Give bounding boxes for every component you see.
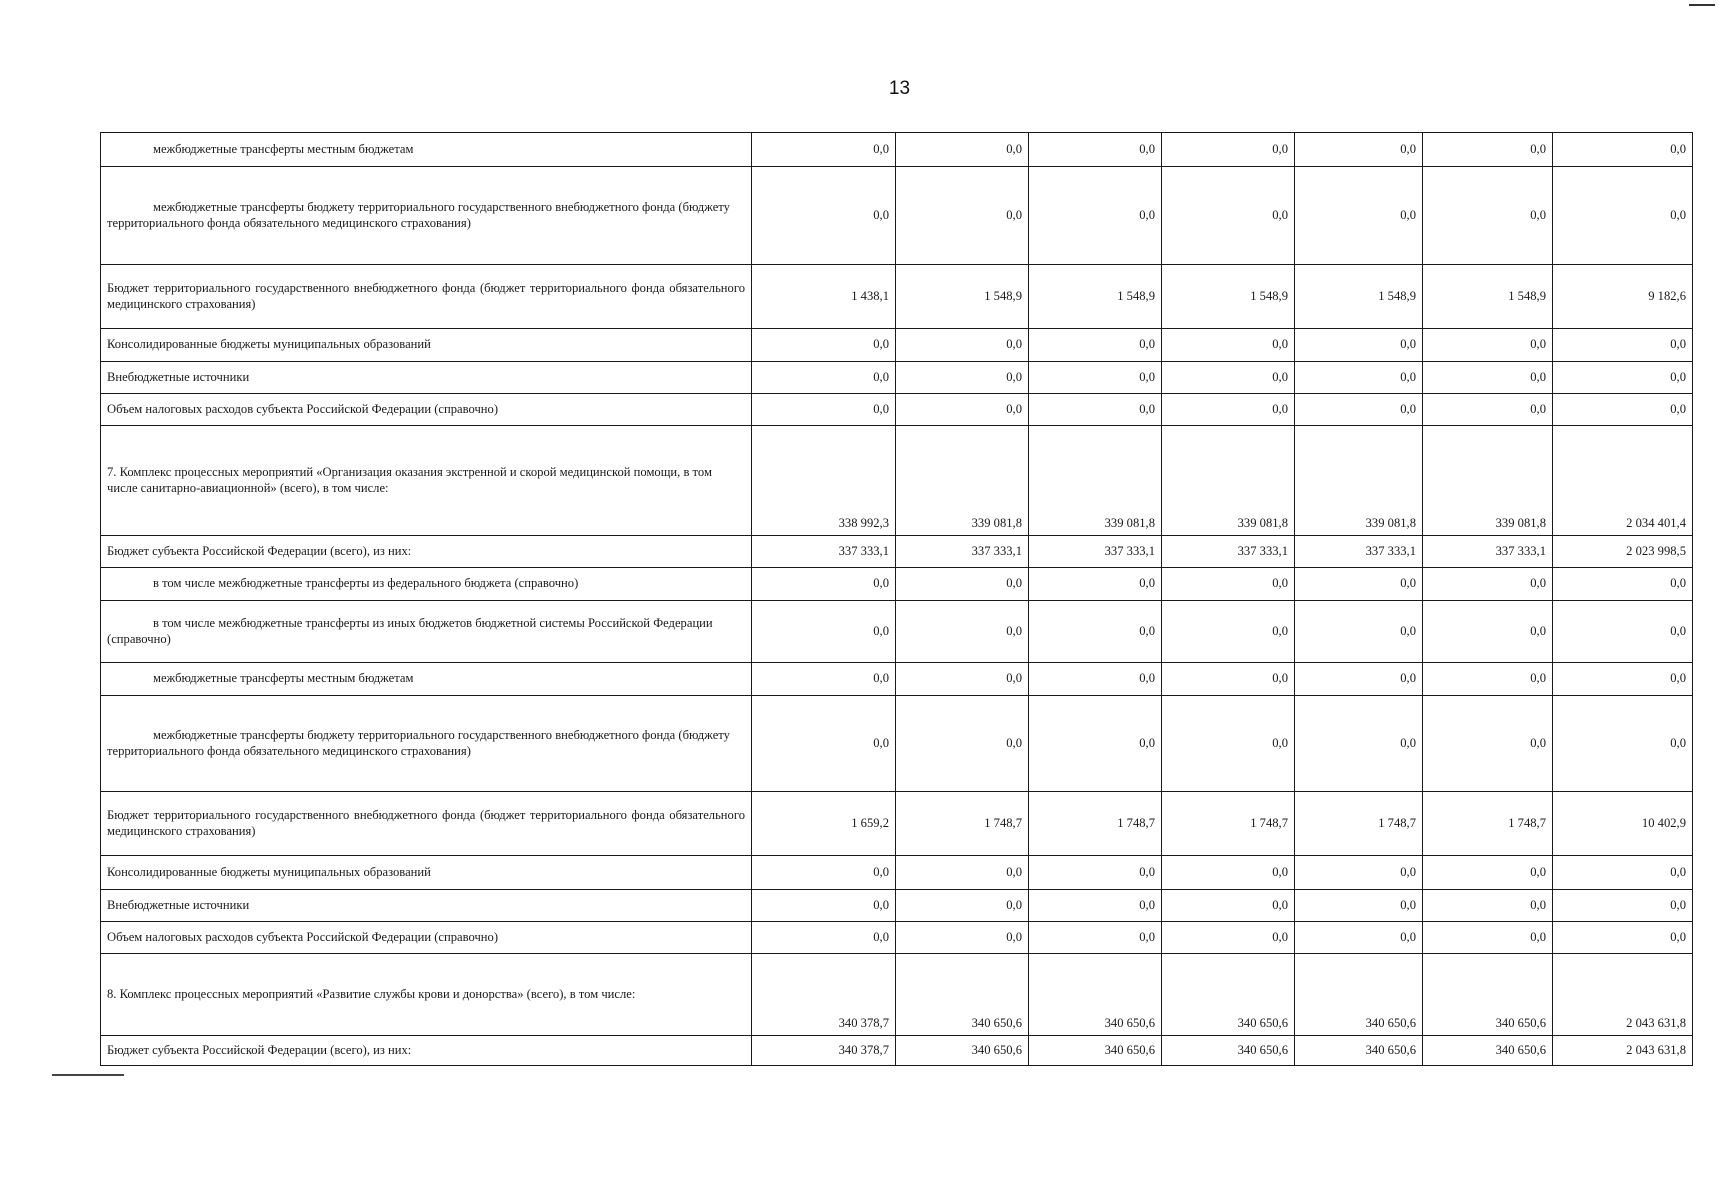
value-cell: 0,0: [752, 890, 896, 922]
row-label: Внебюджетные источники: [101, 890, 752, 922]
row-label: межбюджетные трансферты местным бюджетам: [101, 133, 752, 167]
value-cell: 1 748,7: [1295, 792, 1423, 856]
value-cell: 1 548,9: [1029, 265, 1162, 329]
row-label: Объем налоговых расходов субъекта Российской Федерации (справочно): [101, 394, 752, 426]
value-cell: 0,0: [752, 696, 896, 792]
value-cell: 339 081,8: [1162, 426, 1295, 536]
value-cell: 0,0: [1162, 394, 1295, 426]
value-cell: 340 650,6: [1423, 1036, 1553, 1066]
value-cell: 340 650,6: [1162, 1036, 1295, 1066]
value-cell: 0,0: [896, 362, 1029, 394]
row-label: Бюджет территориального государственного внебюджетного фонда (бюджет территориального фонда обязательного медицинского страхования): [101, 792, 752, 856]
value-cell: 337 333,1: [1029, 536, 1162, 568]
value-cell: 10 402,9: [1553, 792, 1693, 856]
value-cell: 0,0: [1553, 663, 1693, 696]
value-cell: 0,0: [1553, 133, 1693, 167]
value-cell: 0,0: [1553, 856, 1693, 890]
value-cell: 0,0: [1553, 696, 1693, 792]
value-cell: 0,0: [1162, 568, 1295, 601]
value-cell: 1 748,7: [1162, 792, 1295, 856]
value-cell: 339 081,8: [896, 426, 1029, 536]
table-row: [101, 536, 1693, 568]
value-cell: 0,0: [1553, 922, 1693, 954]
value-cell: 340 650,6: [1162, 954, 1295, 1036]
value-cell: 338 992,3: [752, 426, 896, 536]
value-cell: 340 650,6: [1029, 1036, 1162, 1066]
value-cell: 0,0: [1029, 167, 1162, 265]
value-cell: 0,0: [1162, 696, 1295, 792]
value-cell: 1 548,9: [1162, 265, 1295, 329]
value-cell: 0,0: [1029, 394, 1162, 426]
value-cell: 2 043 631,8: [1553, 954, 1693, 1036]
value-cell: 339 081,8: [1423, 426, 1553, 536]
value-cell: 0,0: [752, 133, 896, 167]
value-cell: 0,0: [1553, 568, 1693, 601]
section-title: 7. Комплекс процессных мероприятий «Организация оказания экстренной и скорой медицинской помощи, в том числе санитарно-авиационной» (всего), в том числе:: [101, 426, 752, 536]
value-cell: 0,0: [752, 856, 896, 890]
table-row: [101, 362, 1693, 394]
value-cell: 2 034 401,4: [1553, 426, 1693, 536]
value-cell: 2 023 998,5: [1553, 536, 1693, 568]
section-title: 8. Комплекс процессных мероприятий «Развитие службы крови и донорства» (всего), в том числе:: [101, 954, 752, 1036]
value-cell: 1 548,9: [896, 265, 1029, 329]
value-cell: 0,0: [896, 133, 1029, 167]
value-cell: 0,0: [1423, 663, 1553, 696]
value-cell: 0,0: [896, 329, 1029, 362]
value-cell: 0,0: [1423, 362, 1553, 394]
value-cell: 1 438,1: [752, 265, 896, 329]
table-row: [101, 792, 1693, 856]
value-cell: 0,0: [752, 394, 896, 426]
value-cell: 339 081,8: [1295, 426, 1423, 536]
value-cell: 0,0: [1553, 890, 1693, 922]
value-cell: 337 333,1: [896, 536, 1029, 568]
value-cell: 0,0: [1423, 890, 1553, 922]
value-cell: 0,0: [1423, 601, 1553, 663]
value-cell: 337 333,1: [752, 536, 896, 568]
value-cell: 1 748,7: [1423, 792, 1553, 856]
value-cell: 0,0: [896, 696, 1029, 792]
table-row: [101, 394, 1693, 426]
value-cell: 340 650,6: [896, 1036, 1029, 1066]
section-header-row: [101, 426, 1693, 536]
value-cell: 0,0: [1029, 663, 1162, 696]
value-cell: 0,0: [1162, 663, 1295, 696]
value-cell: 0,0: [1162, 167, 1295, 265]
value-cell: 340 650,6: [1029, 954, 1162, 1036]
page-number: 13: [888, 78, 911, 99]
table-row: [101, 167, 1693, 265]
value-cell: 340 650,6: [896, 954, 1029, 1036]
value-cell: 340 650,6: [1423, 954, 1553, 1036]
value-cell: 0,0: [1029, 133, 1162, 167]
value-cell: 0,0: [896, 601, 1029, 663]
value-cell: 1 748,7: [1029, 792, 1162, 856]
value-cell: 0,0: [1295, 133, 1423, 167]
value-cell: 0,0: [1423, 394, 1553, 426]
value-cell: 0,0: [896, 663, 1029, 696]
value-cell: 337 333,1: [1295, 536, 1423, 568]
value-cell: 0,0: [1295, 167, 1423, 265]
table-row: [101, 1036, 1693, 1066]
value-cell: 0,0: [752, 167, 896, 265]
value-cell: 0,0: [1295, 568, 1423, 601]
row-label: в том числе межбюджетные трансферты из федерального бюджета (справочно): [101, 568, 752, 601]
value-cell: 0,0: [1423, 856, 1553, 890]
value-cell: 0,0: [1162, 362, 1295, 394]
row-label: Объем налоговых расходов субъекта Российской Федерации (справочно): [101, 922, 752, 954]
row-label: межбюджетные трансферты бюджету территориального государственного внебюджетного фонда (бюджету территориального фонда обязательного медицинского страхования): [101, 696, 752, 792]
value-cell: 337 333,1: [1423, 536, 1553, 568]
value-cell: 0,0: [896, 568, 1029, 601]
row-label: Бюджет территориального государственного внебюджетного фонда (бюджет территориального фонда обязательного медицинского страхования): [101, 265, 752, 329]
value-cell: 0,0: [1423, 133, 1553, 167]
row-label: Консолидированные бюджеты муниципальных образований: [101, 856, 752, 890]
scan-artifact-line: [1689, 4, 1715, 6]
row-label: Консолидированные бюджеты муниципальных образований: [101, 329, 752, 362]
value-cell: 337 333,1: [1162, 536, 1295, 568]
value-cell: 0,0: [1295, 890, 1423, 922]
value-cell: 0,0: [1162, 329, 1295, 362]
table-row: [101, 663, 1693, 696]
value-cell: 0,0: [752, 568, 896, 601]
table-row: [101, 568, 1693, 601]
row-label: межбюджетные трансферты бюджету территориального государственного внебюджетного фонда (бюджету территориального фонда обязательного медицинского страхования): [101, 167, 752, 265]
row-label: Внебюджетные источники: [101, 362, 752, 394]
row-label: Бюджет субъекта Российской Федерации (всего), из них:: [101, 536, 752, 568]
row-label: Бюджет субъекта Российской Федерации (всего), из них:: [101, 1036, 752, 1066]
value-cell: 9 182,6: [1553, 265, 1693, 329]
table-row: [101, 856, 1693, 890]
value-cell: 0,0: [1423, 167, 1553, 265]
value-cell: 340 650,6: [1295, 954, 1423, 1036]
value-cell: 0,0: [1295, 394, 1423, 426]
value-cell: 339 081,8: [1029, 426, 1162, 536]
table-row: [101, 601, 1693, 663]
value-cell: 0,0: [1553, 601, 1693, 663]
value-cell: 0,0: [1423, 568, 1553, 601]
value-cell: 0,0: [1295, 696, 1423, 792]
value-cell: 1 748,7: [896, 792, 1029, 856]
value-cell: 0,0: [1295, 362, 1423, 394]
value-cell: 0,0: [1553, 329, 1693, 362]
value-cell: 0,0: [1029, 922, 1162, 954]
value-cell: 0,0: [1029, 329, 1162, 362]
value-cell: 0,0: [1029, 890, 1162, 922]
table-row: [101, 133, 1693, 167]
value-cell: 0,0: [1423, 329, 1553, 362]
value-cell: 0,0: [1423, 922, 1553, 954]
value-cell: 0,0: [752, 362, 896, 394]
value-cell: 0,0: [1295, 922, 1423, 954]
section-header-row: [101, 954, 1693, 1036]
value-cell: 340 378,7: [752, 1036, 896, 1066]
table-row: [101, 265, 1693, 329]
value-cell: 0,0: [896, 922, 1029, 954]
value-cell: 0,0: [1029, 362, 1162, 394]
value-cell: 1 548,9: [1423, 265, 1553, 329]
value-cell: 0,0: [752, 601, 896, 663]
value-cell: 0,0: [1162, 856, 1295, 890]
value-cell: 340 650,6: [1295, 1036, 1423, 1066]
value-cell: 0,0: [1029, 856, 1162, 890]
value-cell: 1 548,9: [1295, 265, 1423, 329]
table-row: [101, 696, 1693, 792]
value-cell: 340 378,7: [752, 954, 896, 1036]
table-row: [101, 329, 1693, 362]
value-cell: 0,0: [1029, 696, 1162, 792]
value-cell: 0,0: [1162, 922, 1295, 954]
value-cell: 0,0: [896, 856, 1029, 890]
value-cell: 0,0: [1553, 167, 1693, 265]
value-cell: 0,0: [752, 922, 896, 954]
value-cell: 0,0: [1295, 601, 1423, 663]
value-cell: 0,0: [1553, 394, 1693, 426]
value-cell: 2 043 631,8: [1553, 1036, 1693, 1066]
value-cell: 0,0: [1162, 601, 1295, 663]
value-cell: 0,0: [1162, 133, 1295, 167]
row-label: межбюджетные трансферты местным бюджетам: [101, 663, 752, 696]
row-label: в том числе межбюджетные трансферты из иных бюджетов бюджетной системы Российской Федерации (справочно): [101, 601, 752, 663]
scan-artifact-line: [52, 1074, 124, 1076]
table-row: [101, 890, 1693, 922]
value-cell: 0,0: [1029, 568, 1162, 601]
value-cell: 0,0: [1553, 362, 1693, 394]
value-cell: 0,0: [1295, 856, 1423, 890]
value-cell: 0,0: [1295, 329, 1423, 362]
value-cell: 0,0: [1029, 601, 1162, 663]
value-cell: 0,0: [752, 663, 896, 696]
value-cell: 0,0: [896, 394, 1029, 426]
table-row: [101, 922, 1693, 954]
budget-table: [100, 132, 1693, 1066]
value-cell: 0,0: [752, 329, 896, 362]
value-cell: 0,0: [1295, 663, 1423, 696]
value-cell: 0,0: [896, 890, 1029, 922]
value-cell: 0,0: [1423, 696, 1553, 792]
value-cell: 0,0: [896, 167, 1029, 265]
value-cell: 0,0: [1162, 890, 1295, 922]
value-cell: 1 659,2: [752, 792, 896, 856]
